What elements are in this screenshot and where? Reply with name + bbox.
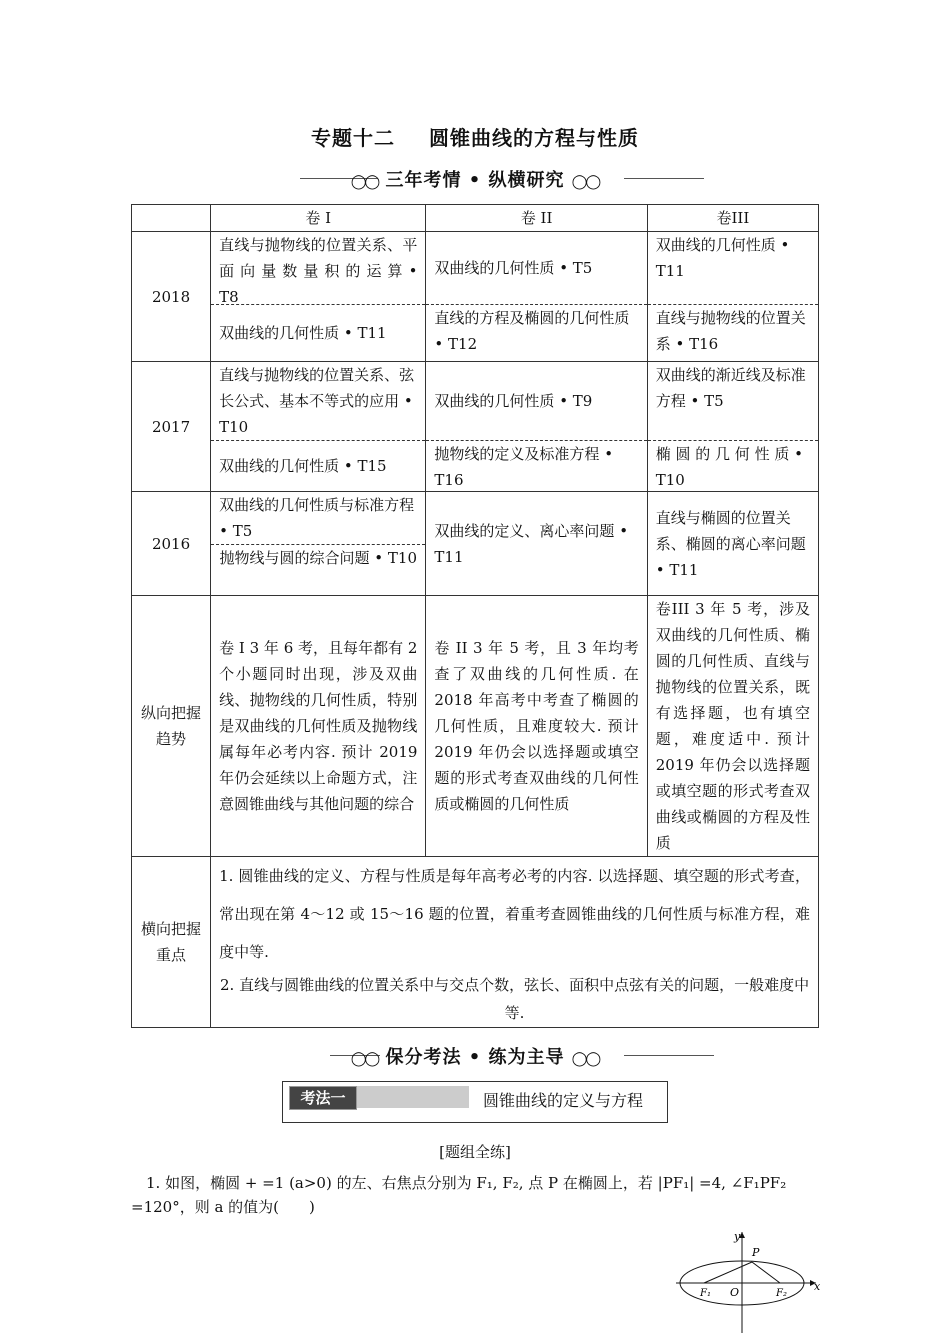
ornament-icon: ◯◯ [350, 174, 379, 190]
table-row-trend [132, 596, 819, 857]
cell-text: 椭 圆 的 几 何 性 质 • T10 [655, 445, 803, 489]
table-row-focus [132, 857, 819, 1028]
cell-text: 卷 II 3 年 5 考，且 3 年均考查了双曲线的几何性质. 在 2018 年高考中考查了椭圆的几何性质，且难度较大. 预计 2019 年仍会以选择题或填空题的形式考查双曲线的几何性质或椭圆的几何性质 [426, 596, 647, 857]
cell-text: 卷 I 3 年 6 考，且每年都有 2 个小题同时出现，涉及双曲线、抛物线的几何性质，特别是双曲线的几何性质及抛物线属每年必考内容. 预计 2019 年仍会延续以上命题方式，注意圆锥曲线与其他问题的综合 [211, 596, 426, 857]
ellipse-figure [676, 1228, 826, 1338]
row-label: 横向把握重点 [132, 857, 211, 1028]
row-year: 2017 [132, 362, 211, 492]
cell-text: 直线与抛物线的位置关系 • T16 [655, 309, 806, 353]
axis-x-label: x [814, 1280, 821, 1293]
cell-text: 双曲线的几何性质 • T5 [426, 232, 646, 305]
cell-text: 双曲线的几何性质 • T11 [648, 232, 818, 305]
focus-point-2: 2. 直线与圆锥曲线的位置关系中与交点个数，弦长、面积中点弦有关的问题，一般难度中等. [220, 976, 810, 1022]
ornament-icon: ◯◯ [571, 174, 600, 190]
question-text-continued: =120°，则 a 的值为( ) [131, 1198, 315, 1216]
table-row-2016 [132, 492, 819, 596]
ornament-icon: ◯◯ [571, 1051, 600, 1067]
cell-text: 双曲线的定义、离心率问题 • T11 [426, 492, 647, 596]
col-header-paper1: 卷 I [211, 205, 426, 232]
cell-text: 抛物线的定义及标准方程 • T16 [434, 445, 614, 489]
table-row-2017 [132, 362, 819, 492]
focus-point-1: 1. 圆锥曲线的定义、方程与性质是每年高考必考的内容. 以选择题、填空题的形式考查，常出现在第 4～12 或 15～16 题的位置，着重考查圆锥曲线的几何性质与标准方程，难度中等. [219, 867, 810, 961]
cell-text: 双曲线的几何性质 • T15 [219, 457, 387, 475]
method-heading [282, 1081, 668, 1123]
method-badge: 考法一 [289, 1086, 357, 1110]
title-topic-name: 圆锥曲线的方程与性质 [429, 126, 639, 150]
cell-text: 直线的方程及椭圆的几何性质 • T12 [434, 309, 630, 353]
cell-text: 抛物线与圆的综合问题 • T10 [219, 549, 417, 567]
question-text: 1. 如图，椭圆 + =1 (a>0) 的左、右焦点分别为 F₁, F₂, 点 P 在椭圆上，若 |PF₁| =4, ∠F₁PF₂ [146, 1174, 787, 1192]
col-header-paper3: 卷III [647, 205, 818, 232]
table-row-2018 [132, 232, 819, 362]
method-label: 圆锥曲线的定义与方程 [483, 1091, 644, 1110]
cell-text: 双曲线的渐近线及标准方程 • T5 [648, 362, 818, 441]
section-banner-practice: ◯◯ 保分考法 • 练为主导 ◯◯ [0, 1043, 950, 1069]
cell-text: 直线与抛物线的位置关系、平 面 向 量 数 量 积 的 运 算 • T8 [211, 232, 425, 305]
cell-text: 直线与椭圆的位置关系、椭圆的离心率问题 • T11 [647, 492, 818, 596]
ornament-icon: ◯◯ [350, 1051, 379, 1067]
point-p-label: P [752, 1246, 760, 1259]
exam-analysis-table [131, 204, 819, 1028]
row-label: 纵向把握趋势 [132, 596, 211, 857]
cell-text: 双曲线的几何性质与标准方程 • T5 [211, 492, 425, 545]
page-title [0, 122, 950, 151]
focus-f1-label: F₁ [700, 1288, 711, 1299]
col-header-paper2: 卷 II [426, 205, 647, 232]
exercise-group-title: [题组全练] [439, 1143, 511, 1161]
cell-text: 直线与抛物线的位置关系、弦长公式、基本不等式的应用 • T10 [211, 362, 425, 441]
cell-text: 卷III 3 年 5 考，涉及双曲线的几何性质、椭圆的几何性质、直线与抛物线的位置关系，既有选择题，也有填空题，难度适中. 预计 2019 年仍会以选择题或填空题的形式考查双曲线或椭圆的方程及性质 [647, 596, 818, 857]
row-year: 2018 [132, 232, 211, 362]
row-year: 2016 [132, 492, 211, 596]
cell-text: 双曲线的几何性质 • T11 [219, 324, 387, 342]
focus-f2-label: F₂ [776, 1288, 787, 1299]
cell-text: 双曲线的几何性质 • T9 [426, 362, 646, 441]
title-topic-number: 专题十二 [311, 126, 395, 150]
axis-y-label: y [734, 1230, 741, 1243]
section-banner-analysis: ◯◯ 三年考情 • 纵横研究 ◯◯ [0, 166, 950, 192]
origin-label: O [730, 1286, 740, 1299]
